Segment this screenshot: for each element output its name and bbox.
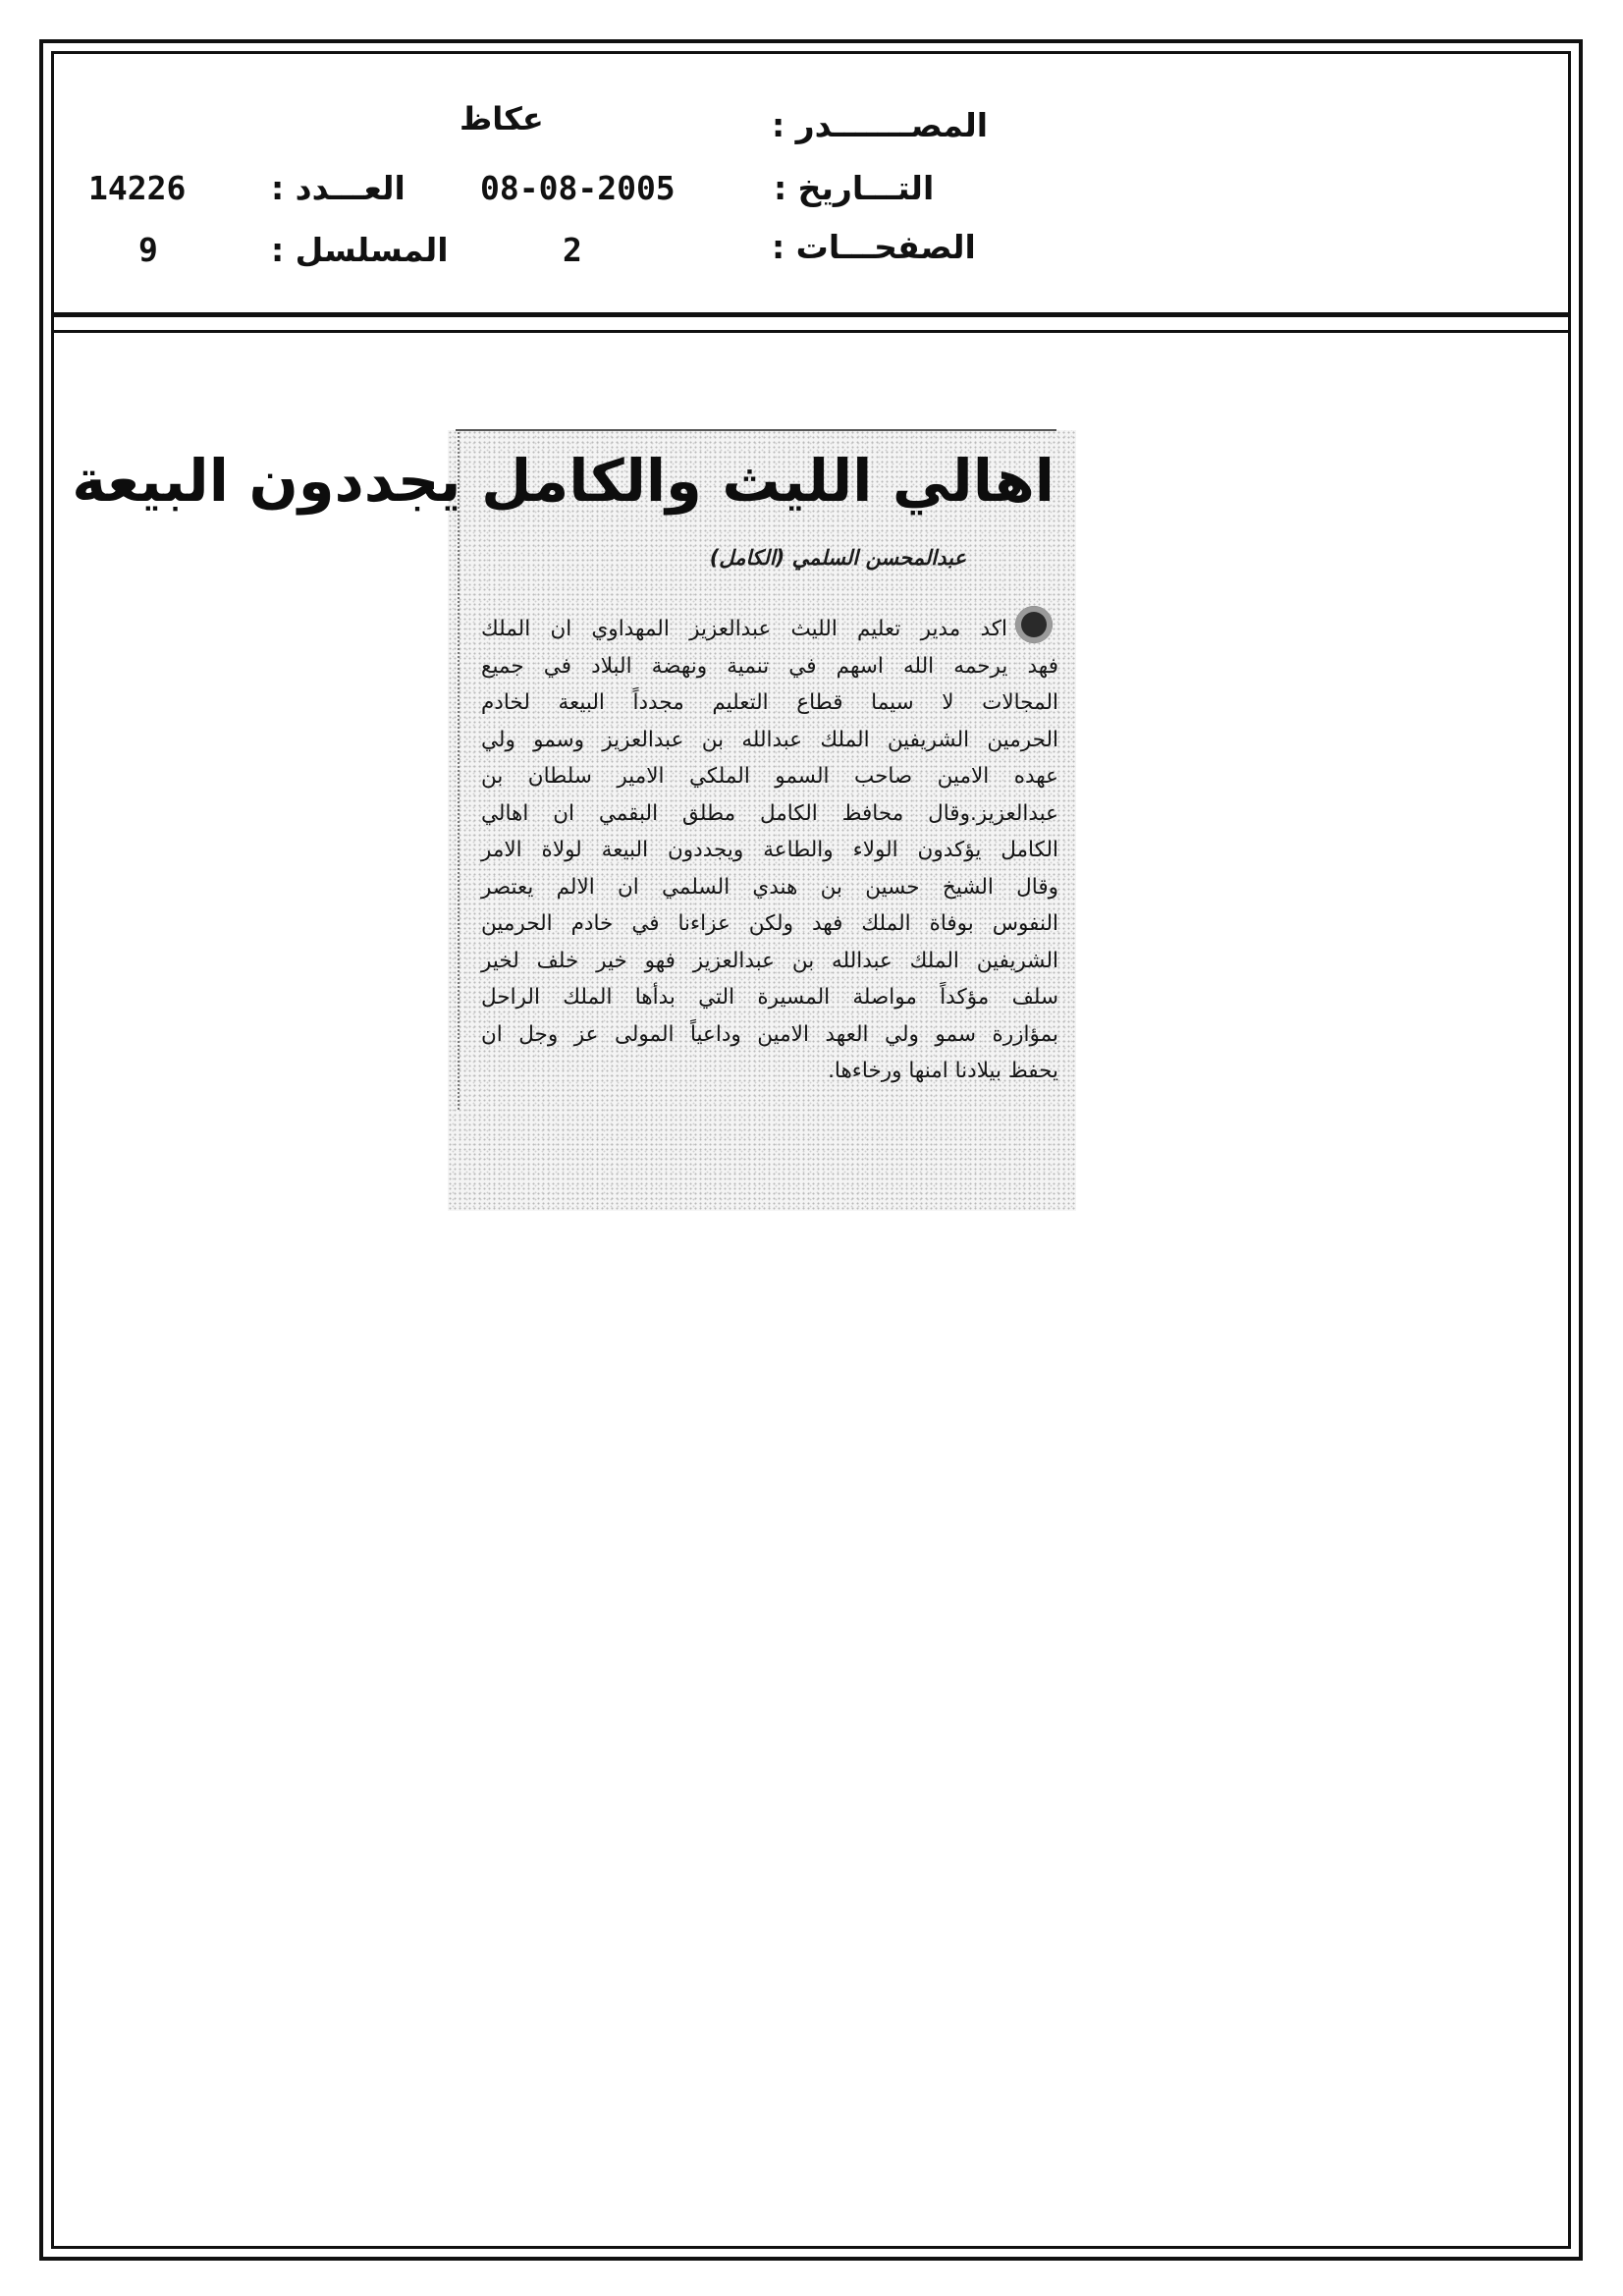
article-line: بمؤازرة سمو ولي العهد الامين وداعياً المولى عز وجل ان [481, 1021, 1058, 1047]
article-line: عهده الامين صاحب السمو الملكي الامير سلطان بن [481, 764, 1058, 789]
source-value: عكاظ [460, 100, 544, 137]
header-divider-thick [51, 312, 1571, 317]
article-body [481, 611, 1058, 1090]
serial-label: المسلسل : [271, 231, 449, 269]
article-line: الشريفين الملك عبدالله بن عبدالعزيز فهو خير خلف لخير [481, 948, 1058, 973]
issue-value: 14226 [88, 169, 187, 207]
article-line: الحرمين الشريفين الملك عبدالله بن عبدالعزيز وسمو ولي [481, 727, 1058, 752]
article-line: وقال الشيخ حسين بن هندي السلمي ان الالم يعتصر [481, 874, 1058, 900]
pages-label: الصفحـــات : [772, 228, 976, 266]
source-label: المصـــــــدر : [772, 106, 989, 144]
article-line: النفوس بوفاة الملك فهد ولكن عزاءنا في خادم الحرمين [481, 911, 1058, 936]
date-label: التـــاريخ : [774, 169, 935, 207]
issue-label: العـــدد : [271, 169, 406, 207]
date-value: 08-08-2005 [480, 169, 676, 207]
header-divider-thin [51, 330, 1571, 333]
clipping-side-rule [458, 432, 460, 1110]
article-line: عبدالعزيز.وقال محافظ الكامل مطلق البقمي ان اهالي [481, 800, 1058, 826]
article-line: اكد مدير تعليم الليث عبدالعزيز المهداوي ان الملك [481, 617, 1007, 641]
article-line: فهد يرحمه الله اسهم في تنمية ونهضة البلاد في جميع [481, 653, 1058, 679]
article-line: يحفظ بيلادنا امنها ورخاءها. [828, 1059, 1058, 1083]
clipping-top-rule [456, 429, 1056, 431]
article-headline: اهالي الليث والكامل يجددون البيعة [72, 447, 1055, 515]
article-line: سلف مؤكداً مواصلة المسيرة التي بدأها الملك الراحل [481, 985, 1058, 1010]
serial-value: 9 [138, 231, 158, 269]
article-line: المجالات لا سيما قطاع التعليم مجدداً البيعة لخادم [481, 690, 1058, 715]
article-line: الكامل يؤكدون الولاء والطاعة ويجددون البيعة لولاة الامر [481, 838, 1058, 862]
article-byline: عبدالمحسن السلمي (الكامل) [709, 546, 966, 570]
pages-value: 2 [563, 231, 582, 269]
